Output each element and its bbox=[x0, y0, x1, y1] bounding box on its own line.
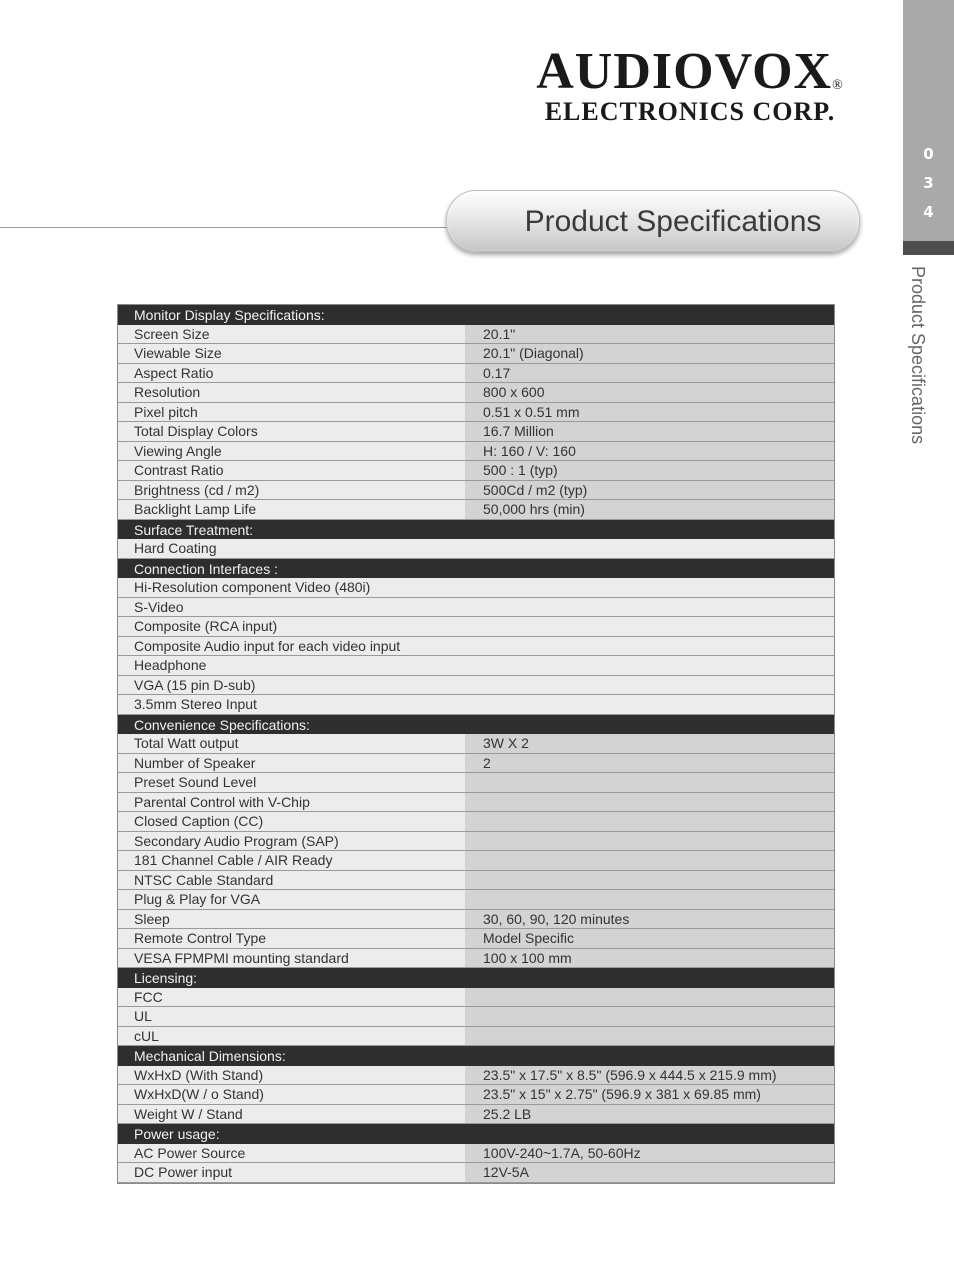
spec-row bbox=[118, 578, 834, 598]
spec-label: Composite (RCA input) bbox=[118, 617, 834, 637]
spec-row bbox=[118, 695, 834, 715]
spec-value bbox=[465, 773, 834, 793]
spec-row bbox=[118, 539, 834, 559]
page-number-digit: 3 bbox=[923, 174, 934, 192]
spec-table bbox=[117, 304, 835, 1184]
spec-row bbox=[118, 656, 834, 676]
spec-row bbox=[118, 617, 834, 637]
spec-row bbox=[118, 364, 834, 384]
spec-label: Parental Control with V-Chip bbox=[118, 793, 465, 813]
section-header: Connection Interfaces : bbox=[118, 559, 834, 579]
spec-label: Backlight Lamp Life bbox=[118, 500, 465, 520]
spec-row bbox=[118, 1027, 834, 1047]
spec-label: Hi-Resolution component Video (480i) bbox=[118, 578, 834, 598]
section-header: Convenience Specifications: bbox=[118, 715, 834, 735]
spec-label: Viewable Size bbox=[118, 344, 465, 364]
spec-value bbox=[465, 988, 834, 1008]
spec-row bbox=[118, 637, 834, 657]
spec-label: Screen Size bbox=[118, 325, 465, 345]
spec-row bbox=[118, 1144, 834, 1164]
side-tab bbox=[903, 0, 954, 255]
page-title: Product Specifications bbox=[524, 205, 822, 238]
spec-value: 500 : 1 (typ) bbox=[465, 461, 834, 481]
spec-label: DC Power input bbox=[118, 1163, 465, 1183]
spec-label: Composite Audio input for each video input bbox=[118, 637, 834, 657]
spec-row bbox=[118, 734, 834, 754]
brand-name: AUDIOVOX bbox=[536, 43, 833, 100]
spec-label: Pixel pitch bbox=[118, 403, 465, 423]
spec-value: H: 160 / V: 160 bbox=[465, 442, 834, 462]
spec-label: Plug & Play for VGA bbox=[118, 890, 465, 910]
spec-value: 20.1" (Diagonal) bbox=[465, 344, 834, 364]
spec-label: cUL bbox=[118, 1027, 465, 1047]
spec-row bbox=[118, 929, 834, 949]
spec-label: AC Power Source bbox=[118, 1144, 465, 1164]
spec-label: VGA (15 pin D-sub) bbox=[118, 676, 834, 696]
spec-label: 3.5mm Stereo Input bbox=[118, 695, 834, 715]
spec-label: Remote Control Type bbox=[118, 929, 465, 949]
spec-label: Sleep bbox=[118, 910, 465, 930]
spec-label: Weight W / Stand bbox=[118, 1105, 465, 1125]
spec-label: Contrast Ratio bbox=[118, 461, 465, 481]
spec-value: 2 bbox=[465, 754, 834, 774]
spec-row bbox=[118, 461, 834, 481]
page-number-digit: 0 bbox=[923, 145, 934, 163]
spec-row bbox=[118, 325, 834, 345]
spec-label: Brightness (cd / m2) bbox=[118, 481, 465, 501]
spec-value bbox=[465, 890, 834, 910]
brand-logo bbox=[520, 43, 860, 126]
spec-label: NTSC Cable Standard bbox=[118, 871, 465, 891]
spec-label: S-Video bbox=[118, 598, 834, 618]
spec-label: Secondary Audio Program (SAP) bbox=[118, 832, 465, 852]
spec-row bbox=[118, 832, 834, 852]
spec-value bbox=[465, 812, 834, 832]
spec-row bbox=[118, 1105, 834, 1125]
spec-label: Total Watt output bbox=[118, 734, 465, 754]
spec-row bbox=[118, 890, 834, 910]
spec-value: 3W X 2 bbox=[465, 734, 834, 754]
spec-label: Total Display Colors bbox=[118, 422, 465, 442]
spec-value bbox=[465, 1027, 834, 1047]
spec-value bbox=[465, 832, 834, 852]
section-header: Surface Treatment: bbox=[118, 520, 834, 540]
spec-value: 23.5" x 17.5" x 8.5" (596.9 x 444.5 x 215.9 mm) bbox=[465, 1066, 834, 1086]
brand-name-wrap bbox=[520, 43, 860, 100]
spec-row bbox=[118, 500, 834, 520]
spec-label: Viewing Angle bbox=[118, 442, 465, 462]
page-number-digit: 4 bbox=[923, 203, 934, 221]
spec-value bbox=[465, 851, 834, 871]
spec-label: WxHxD (With Stand) bbox=[118, 1066, 465, 1086]
section-header: Monitor Display Specifications: bbox=[118, 305, 834, 325]
spec-value: 0.51 x 0.51 mm bbox=[465, 403, 834, 423]
spec-value: Model Specific bbox=[465, 929, 834, 949]
section-header: Mechanical Dimensions: bbox=[118, 1046, 834, 1066]
spec-label: Headphone bbox=[118, 656, 834, 676]
spec-value bbox=[465, 1007, 834, 1027]
spec-label: 181 Channel Cable / AIR Ready bbox=[118, 851, 465, 871]
spec-row bbox=[118, 754, 834, 774]
title-pill bbox=[446, 190, 860, 252]
spec-row bbox=[118, 793, 834, 813]
spec-row bbox=[118, 910, 834, 930]
spec-row bbox=[118, 812, 834, 832]
spec-value: 100 x 100 mm bbox=[465, 949, 834, 969]
spec-row bbox=[118, 1066, 834, 1086]
spec-label: UL bbox=[118, 1007, 465, 1027]
spec-value: 0.17 bbox=[465, 364, 834, 384]
spec-row bbox=[118, 871, 834, 891]
title-rule bbox=[0, 227, 460, 228]
spec-row bbox=[118, 481, 834, 501]
spec-row bbox=[118, 422, 834, 442]
spec-label: Closed Caption (CC) bbox=[118, 812, 465, 832]
spec-value bbox=[465, 793, 834, 813]
spec-value: 25.2 LB bbox=[465, 1105, 834, 1125]
spec-row bbox=[118, 988, 834, 1008]
page-number bbox=[903, 140, 954, 227]
spec-value bbox=[465, 871, 834, 891]
spec-row bbox=[118, 344, 834, 364]
registered-mark: ® bbox=[832, 78, 844, 93]
spec-row bbox=[118, 1085, 834, 1105]
spec-row bbox=[118, 598, 834, 618]
spec-label: Preset Sound Level bbox=[118, 773, 465, 793]
spec-row bbox=[118, 851, 834, 871]
side-tab-label: Product Specifications bbox=[908, 266, 928, 445]
spec-value: 100V-240~1.7A, 50-60Hz bbox=[465, 1144, 834, 1164]
spec-value: 500Cd / m2 (typ) bbox=[465, 481, 834, 501]
spec-row bbox=[118, 1163, 834, 1183]
section-header: Licensing: bbox=[118, 968, 834, 988]
spec-value: 800 x 600 bbox=[465, 383, 834, 403]
spec-label: Aspect Ratio bbox=[118, 364, 465, 384]
spec-row bbox=[118, 383, 834, 403]
brand-subtitle: ELECTRONICS CORP. bbox=[544, 97, 836, 126]
spec-value: 20.1" bbox=[465, 325, 834, 345]
spec-row bbox=[118, 1007, 834, 1027]
spec-row bbox=[118, 676, 834, 696]
spec-value: 30, 60, 90, 120 minutes bbox=[465, 910, 834, 930]
spec-label: Resolution bbox=[118, 383, 465, 403]
spec-row bbox=[118, 773, 834, 793]
spec-value: 50,000 hrs (min) bbox=[465, 500, 834, 520]
side-tab-divider bbox=[903, 241, 954, 255]
spec-label: Number of Speaker bbox=[118, 754, 465, 774]
spec-value: 16.7 Million bbox=[465, 422, 834, 442]
spec-row bbox=[118, 442, 834, 462]
spec-value: 12V-5A bbox=[465, 1163, 834, 1183]
spec-row bbox=[118, 949, 834, 969]
spec-value: 23.5" x 15" x 2.75" (596.9 x 381 x 69.85 mm) bbox=[465, 1085, 834, 1105]
spec-label: Hard Coating bbox=[118, 539, 834, 559]
section-header: Power usage: bbox=[118, 1124, 834, 1144]
spec-row bbox=[118, 403, 834, 423]
spec-label: FCC bbox=[118, 988, 465, 1008]
spec-label: WxHxD(W / o Stand) bbox=[118, 1085, 465, 1105]
spec-label: VESA FPMPMI mounting standard bbox=[118, 949, 465, 969]
